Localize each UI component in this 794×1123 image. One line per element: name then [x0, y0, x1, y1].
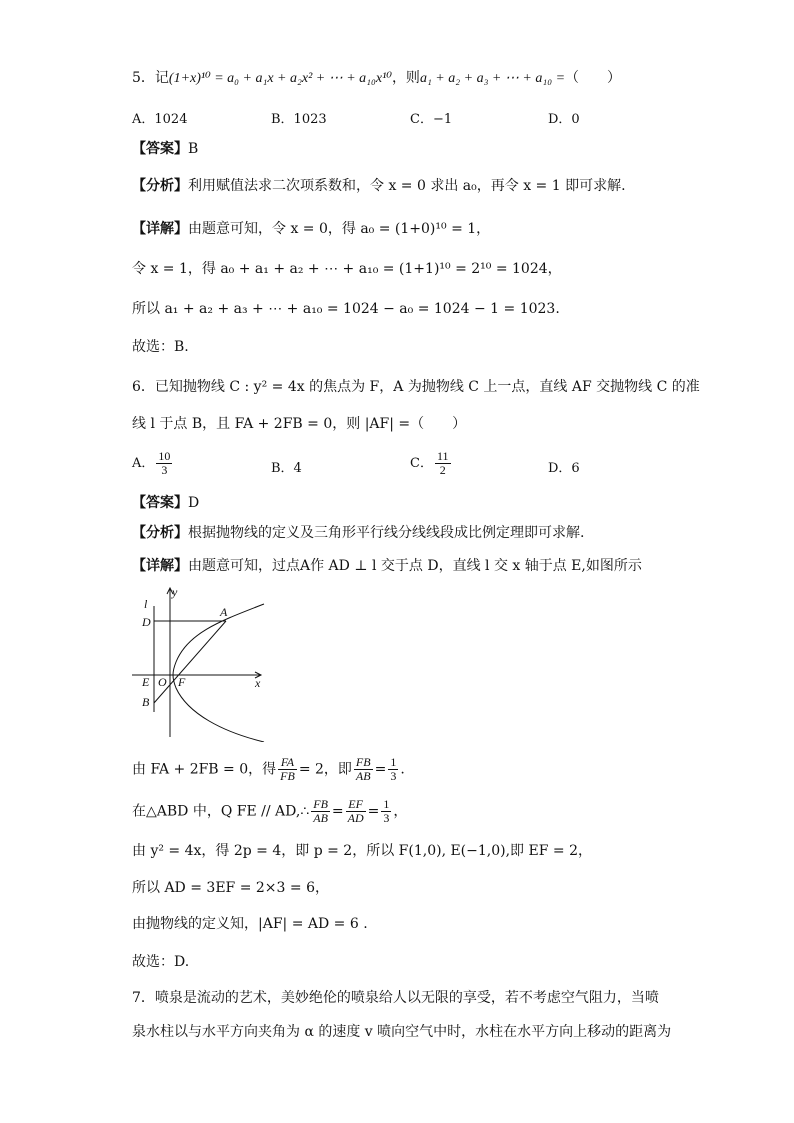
fraction-one-third: [388, 756, 398, 783]
fraction-denominator: AB: [355, 769, 371, 783]
label-x: x: [255, 676, 261, 690]
q5-option-b: B．1023: [271, 112, 327, 127]
q5-answer-value: B: [188, 141, 199, 157]
q5-analysis: [132, 176, 626, 196]
q5-stem-paren: （ ）: [565, 70, 622, 86]
parabola-curve: [173, 604, 264, 742]
q6-option-b: B．4: [271, 461, 302, 476]
fraction-denominator: 3: [161, 463, 168, 477]
q6-answer-tag: 【答案】: [132, 495, 188, 511]
label-b: B: [142, 695, 150, 709]
fraction-denominator: 3: [390, 769, 397, 783]
q5-conclusion: 故选：B.: [132, 339, 189, 355]
fraction-numerator: 10: [158, 449, 171, 463]
q5-option-d: D．0: [548, 112, 580, 127]
period: .: [400, 761, 405, 778]
q6-line-a-text: 由 FA + 2FB = 0，得: [132, 761, 277, 778]
q5-stem-sum: a₁ + a₂ + a₃ + ⋯ + a₁₀ =: [419, 71, 566, 86]
label-a: A: [220, 605, 228, 619]
fraction-numerator: FB: [355, 755, 371, 769]
q6-detail-1: [132, 556, 642, 576]
comma: ，: [393, 803, 408, 820]
q7-stem-1: 7．喷泉是流动的艺术，美妙绝伦的喷泉给人以无限的享受，若不考虑空气阻力，当喷: [132, 990, 659, 1006]
q5-stem-mid: ，则: [391, 70, 420, 86]
parabola-figure: [128, 582, 278, 742]
q6-option-c-label: C．: [410, 456, 433, 471]
q6-line-c: 由 y² = 4x，得 2p = 4，即 p = 2，所以 F(1,0), E(−1,0),即 EF = 2，: [132, 843, 592, 859]
q6-option-a: [132, 450, 174, 477]
fraction-ef-ad: [346, 798, 366, 825]
fraction-numerator: EF: [346, 798, 366, 812]
q5-detail-1-text: 由题意可知，令 x = 0，得 a₀ = (1+0)¹⁰ = 1，: [188, 221, 491, 237]
label-e: E: [142, 675, 150, 689]
q6-line-b: [132, 798, 407, 825]
q7-stem-2: 泉水柱以与水平方向夹角为 α 的速度 v 喷向空气中时，水柱在水平方向上移动的距离为: [132, 1024, 672, 1040]
fraction-denominator: 3: [383, 811, 390, 825]
q6-stem-1: 6．已知抛物线 C : y² = 4x 的焦点为 F，A 为抛物线 C 上一点，直线 AF 交抛物线 C 的准: [132, 379, 700, 395]
label-d: D: [142, 615, 151, 629]
q6-analysis-text: 根据抛物线的定义及三角形平行线分线线段成比例定理即可求解.: [188, 525, 585, 541]
fraction-numerator: 1: [383, 797, 390, 811]
q6-option-c: [410, 450, 453, 477]
q5-option-a: A．1024: [132, 112, 188, 127]
equals-sign: =: [374, 761, 387, 778]
q6-detail-1-text: 由题意可知，过点A作 AD ⊥ l 交于点 D，直线 l 交 x 轴于点 E,如图所示: [188, 558, 642, 574]
q6-line-d: 所以 AD = 3EF = 2×3 = 6，: [132, 880, 329, 896]
q6-conclusion: 故选：D.: [132, 954, 190, 970]
q6-answer: [132, 493, 199, 513]
label-y: y: [172, 585, 178, 599]
fraction-denominator: FB: [280, 769, 295, 783]
q5-detail-2: 令 x = 1，得 a₀ + a₁ + a₂ + ⋯ + a₁₀ = (1+1)¹⁰ = 2¹⁰ = 1024，: [132, 261, 562, 277]
label-f: F: [178, 675, 186, 689]
fraction-numerator: 1: [390, 755, 397, 769]
fraction-fa-fb: [278, 756, 297, 783]
fraction-numerator: FB: [313, 797, 328, 811]
q5-stem: [132, 68, 621, 89]
q6-option-d: D．6: [548, 461, 580, 476]
fraction-fb-ab: [354, 756, 373, 783]
q5-option-c: C．−1: [410, 112, 453, 127]
fraction-numerator: FA: [278, 756, 297, 770]
equals-sign: =: [331, 803, 344, 820]
segment-ab: [154, 621, 226, 703]
q6-line-b-text: 在△ABD 中，Q FE // AD,∴: [132, 803, 310, 820]
q6-option-a-fraction: [156, 450, 172, 477]
q5-stem-expansion: (1+x)¹⁰ = a₀ + a₁x + a₂x² + ⋯ + a₁₀x¹⁰: [168, 71, 392, 86]
q5-answer-tag: 【答案】: [132, 141, 188, 157]
fraction-one-third: [381, 798, 391, 825]
q5-stem-prefix: 5．记: [132, 70, 169, 86]
fraction-fb-ab: [311, 798, 330, 825]
q6-line-a-mid: = 2，即: [298, 761, 352, 778]
q5-answer: [132, 139, 198, 159]
label-l: l: [144, 597, 148, 611]
q5-analysis-tag: 【分析】: [132, 178, 188, 194]
q6-line-a: [132, 756, 405, 783]
q5-detail-3: 所以 a₁ + a₂ + a₃ + ⋯ + a₁₀ = 1024 − a₀ = 1024 − 1 = 1023.: [132, 301, 560, 317]
fraction-denominator: AB: [313, 811, 328, 825]
fraction-denominator: AD: [347, 811, 364, 825]
q5-detail-tag: 【详解】: [132, 221, 188, 237]
q5-detail-1: [132, 219, 490, 239]
equals-sign: =: [367, 803, 380, 820]
q6-line-e: 由抛物线的定义知，|AF| = AD = 6 .: [132, 916, 368, 932]
q6-stem-2: 线 l 于点 B，且 FA + 2FB = 0，则 |AF| =（ ）: [132, 416, 467, 432]
q6-answer-value: D: [188, 495, 200, 511]
fraction-numerator: 11: [436, 449, 449, 463]
q5-analysis-text: 利用赋值法求二次项系数和，令 x = 0 求出 a₀，再令 x = 1 即可求解.: [188, 178, 626, 194]
fraction-denominator: 2: [439, 463, 446, 477]
label-o: O: [158, 675, 167, 689]
q6-option-a-label: A．: [132, 456, 155, 471]
q6-option-c-fraction: [435, 450, 451, 477]
q6-detail-tag: 【详解】: [132, 558, 188, 574]
q6-analysis: [132, 523, 584, 543]
q6-analysis-tag: 【分析】: [132, 525, 188, 541]
